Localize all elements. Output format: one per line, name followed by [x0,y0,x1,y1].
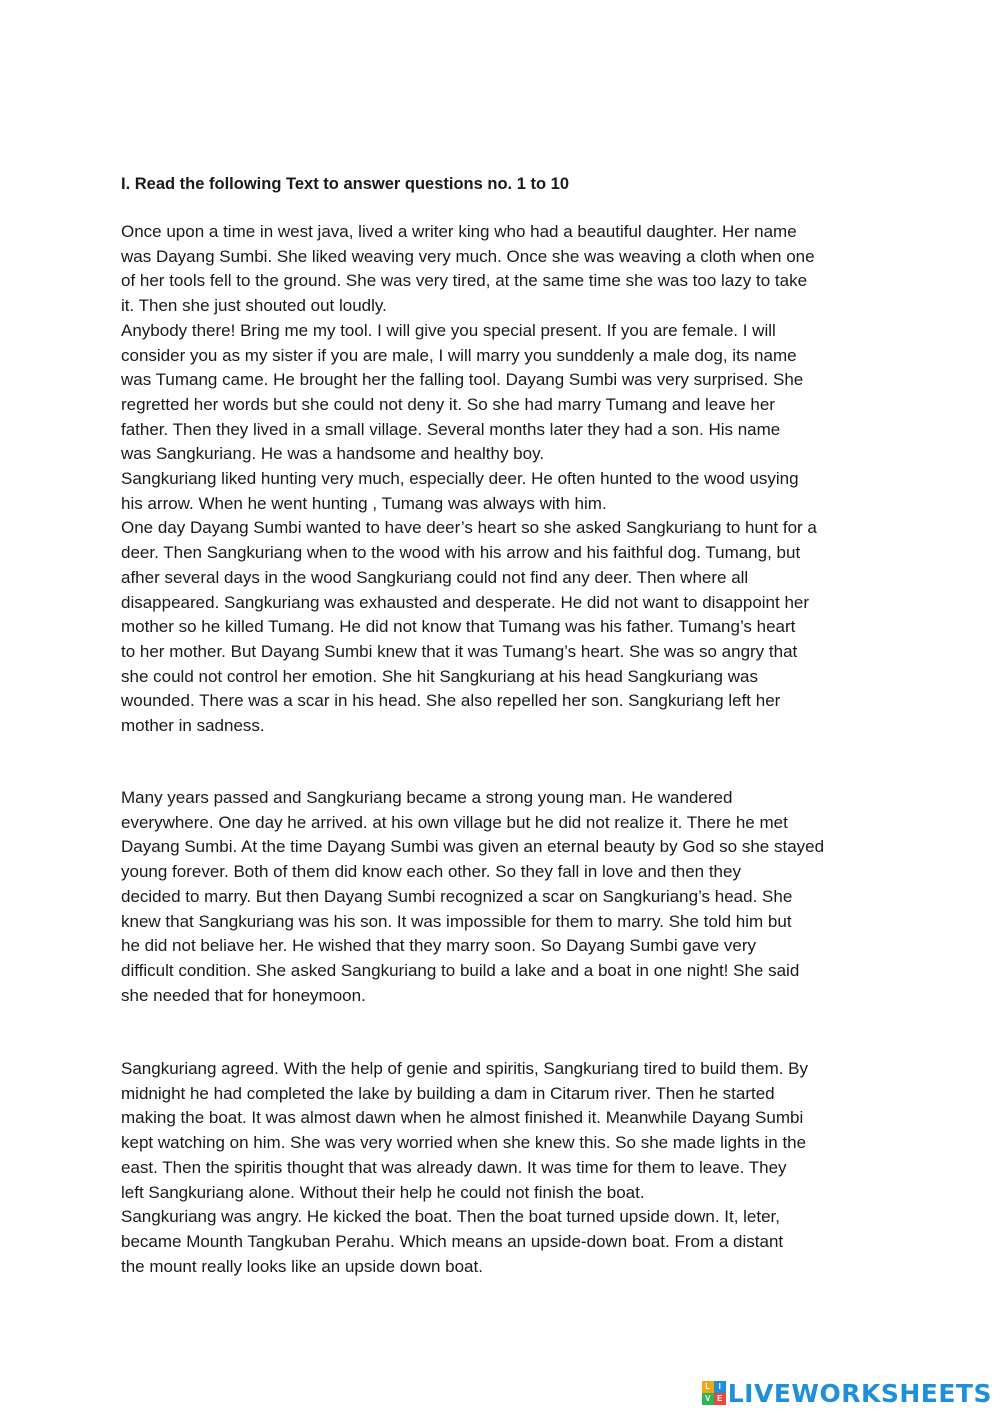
text-line: became Mounth Tangkuban Perahu. Which means an upside-down boat. From a distant [121,1231,784,1251]
logo-mark-letter: L [702,1381,714,1393]
logo-mark-icon [702,1381,726,1405]
text-line: deer. Then Sangkuriang when to the wood with his arrow and his faithful dog. Tumang, but [121,543,801,563]
text-line: young forever. Both of them did know each other. So they fall in love and then they [121,862,741,882]
text-line: left Sangkuriang alone. Without their help he could not finish the boat. [121,1182,645,1202]
text-line: Once upon a time in west java, lived a writer king who had a beautiful daughter. Her name [121,222,797,241]
logo-mark-letter: E [714,1393,726,1405]
text-line: the mount really looks like an upside down boat. [121,1256,483,1276]
text-line: consider you as my sister if you are male, I will marry you sunddenly a male dog, its name [121,345,797,365]
logo-mark-letter: V [702,1393,714,1405]
text-line: was Dayang Sumbi. She liked weaving very much. Once she was weaving a cloth when one [121,246,815,266]
text-line: Sangkuriang agreed. With the help of genie and spiritis, Sangkuriang tired to build them. By [121,1059,809,1078]
text-line: kept watching on him. She was very worried when she knew this. So she made lights in the [121,1133,807,1153]
text-line: it. Then she just shouted out loudly. [121,296,387,316]
story-paragraph-1 [121,220,891,739]
text-line: wounded. There was a scar in his head. She also repelled her son. Sangkuriang left her [121,691,781,711]
text-line: father. Then they lived in a small village. Several months later they had a son. His name [121,419,781,439]
text-line: was Tumang came. He brought her the falling tool. Dayang Sumbi was very surprised. She [121,370,804,390]
text-line: mother so he killed Tumang. He did not know that Tumang was his father. Tumang’s heart [121,617,796,637]
logo-mark-letter: I [714,1381,726,1393]
text-line: Anybody there! Bring me my tool. I will give you special present. If you are female. I will [121,320,776,340]
text-line: disappeared. Sangkuriang was exhausted and desperate. He did not want to disappoint her [121,592,810,612]
story-paragraph-3 [121,1057,891,1279]
story-paragraph-2 [121,786,891,1008]
logo-wordmark: LIVEWORKSHEETS [727,1378,992,1408]
text-line: east. Then the spiritis thought that was already dawn. It was time for them to leave. They [121,1157,787,1177]
text-line: Sangkuriang liked hunting very much, especially deer. He often hunted to the wood usying [121,469,799,489]
text-line: difficult condition. She asked Sangkuriang to build a lake and a boat in one night! She said [121,960,800,980]
text-line: was Sangkuriang. He was a handsome and healthy boy. [121,444,545,464]
text-line: making the boat. It was almost dawn when he almost finished it. Meanwhile Dayang Sumbi [121,1108,804,1128]
text-line: midnight he had completed the lake by building a dam in Citarum river. Then he started [121,1083,775,1103]
text-line: he did not beliave her. He wished that they marry soon. So Dayang Sumbi gave very [121,936,757,956]
text-line: decided to marry. But then Dayang Sumbi recognized a scar on Sangkuriang’s head. She [121,886,793,906]
text-line: his arrow. When he went hunting , Tumang was always with him. [121,493,607,513]
text-line: afher several days in the wood Sangkuriang could not find any deer. Then where all [121,567,749,587]
text-line: she could not control her emotion. She hit Sangkuriang at his head Sangkuriang was [121,666,758,686]
text-line: mother in sadness. [121,716,265,736]
text-line: knew that Sangkuriang was his son. It was impossible for them to marry. She told him but [121,911,792,931]
text-line: Sangkuriang was angry. He kicked the boat. Then the boat turned upside down. It, leter, [121,1207,781,1227]
text-line: she needed that for honeymoon. [121,985,366,1005]
text-line: Many years passed and Sangkuriang became a strong young man. He wandered [121,788,733,807]
text-line: Dayang Sumbi. At the time Dayang Sumbi was given an eternal beauty by God so she stayed [121,837,825,857]
text-line: of her tools fell to the ground. She was very tired, at the same time she was too lazy to take [121,271,808,291]
liveworksheets-logo [702,1378,992,1408]
text-line: regretted her words but she could not deny it. So she had marry Tumang and leave her [121,394,775,414]
section-heading: I. Read the following Text to answer questions no. 1 to 10 [121,175,569,193]
text-line: One day Dayang Sumbi wanted to have deer’s heart so she asked Sangkuriang to hunt for a [121,518,817,538]
text-line: everywhere. One day he arrived. at his own village but he did not realize it. There he met [121,812,788,832]
text-line: to her mother. But Dayang Sumbi knew that it was Tumang’s heart. She was so angry that [121,641,798,661]
